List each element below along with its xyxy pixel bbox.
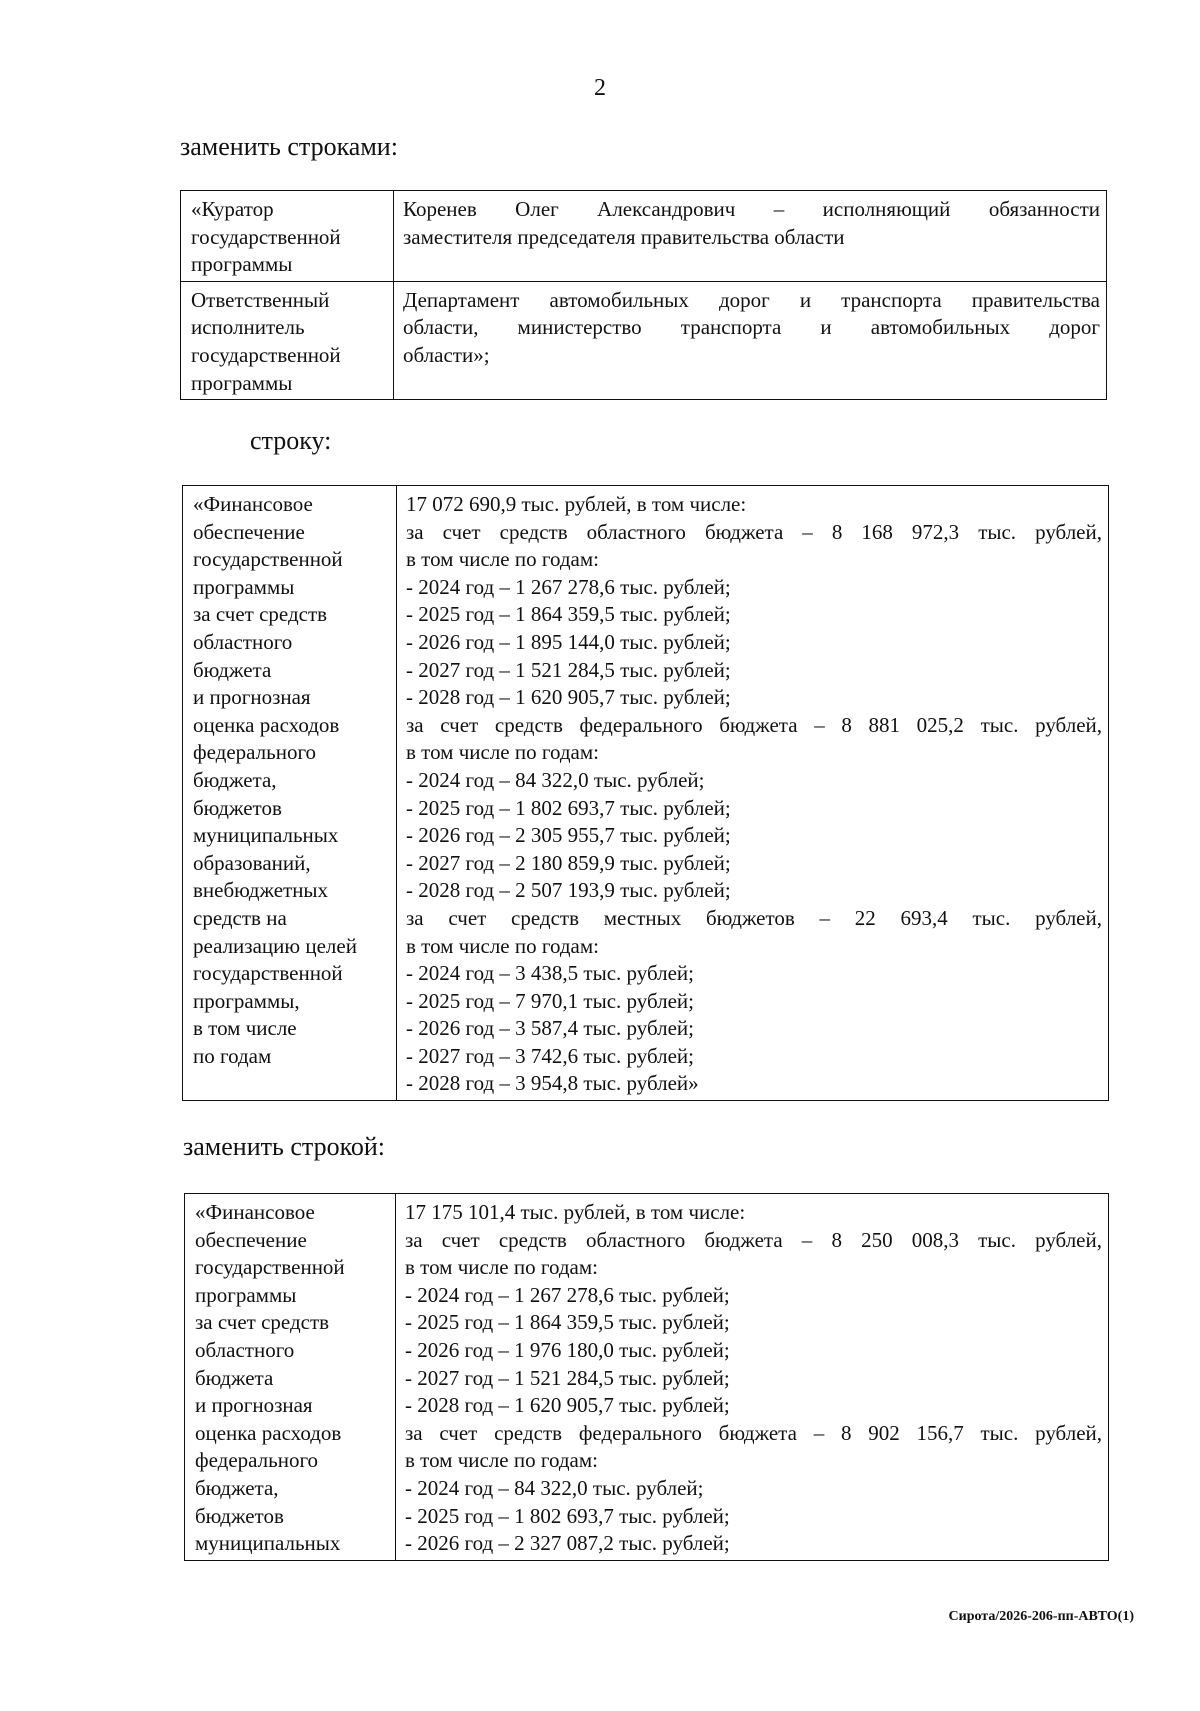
label-line: государственной: [193, 961, 343, 986]
label-line: бюджетов: [193, 795, 282, 820]
label-line: исполнитель: [191, 315, 305, 340]
value-cell: [394, 281, 1107, 399]
table-curator-executor: [180, 190, 1107, 400]
value-line: в том числе по годам:: [406, 547, 599, 572]
label-line: внебюджетных: [193, 878, 329, 903]
value-line: области»;: [403, 342, 490, 367]
label-line: обеспечение: [195, 1227, 307, 1252]
label-line: «Финансовое: [195, 1200, 315, 1224]
value-line: - 2024 год – 84 322,0 тыс. рублей;: [406, 767, 705, 792]
value-line: - 2027 год – 3 742,6 тыс. рублей;: [406, 1043, 695, 1068]
table-row: [181, 191, 1107, 282]
value-line: Департамент автомобильных дорог и транспорта правительства: [403, 287, 1100, 312]
value-line: области, министерство транспорта и автомобильных дорог: [403, 315, 1100, 340]
label-line: государственной: [195, 1255, 345, 1280]
value-line: за счет средств областного бюджета – 8 168 972,3 тыс. рублей,: [406, 519, 1102, 544]
value-line: - 2025 год – 1 864 359,5 тыс. рублей;: [405, 1310, 730, 1335]
label-line: за счет средств: [195, 1310, 330, 1335]
label-line: реализацию целей: [193, 933, 357, 958]
label-line: программы: [191, 370, 293, 395]
label-line: программы: [195, 1282, 297, 1307]
value-line: - 2027 год – 2 180 859,9 тыс. рублей;: [406, 850, 731, 875]
label-line: бюджета,: [193, 767, 277, 792]
label-line: оценка расходов: [195, 1420, 342, 1445]
label-line: федерального: [193, 740, 317, 765]
value-cell: [394, 191, 1107, 282]
label-line: образований,: [193, 850, 311, 875]
label-line: и прогнозная: [193, 685, 311, 710]
value-cell: [396, 1194, 1109, 1561]
value-line: - 2024 год – 84 322,0 тыс. рублей;: [405, 1475, 704, 1500]
table-row: [181, 281, 1107, 399]
label-line: бюджета: [193, 657, 272, 682]
label-line: «Куратор: [191, 197, 274, 221]
label-line: программы,: [193, 988, 300, 1013]
value-line: - 2024 год – 3 438,5 тыс. рублей;: [406, 961, 695, 986]
value-line: - 2025 год – 1 864 359,5 тыс. рублей;: [406, 602, 731, 627]
table-financing-old: [182, 485, 1109, 1101]
value-line: - 2025 год – 1 802 693,7 тыс. рублей;: [405, 1503, 730, 1528]
label-line: по годам: [193, 1043, 272, 1068]
label-line: обеспечение: [193, 519, 305, 544]
value-line: в том числе по годам:: [406, 933, 599, 958]
table-row: [183, 486, 1109, 1101]
value-line: за счет средств федерального бюджета – 8 881 025,2 тыс. рублей,: [406, 712, 1102, 737]
label-line: в том числе: [193, 1016, 297, 1041]
label-line: «Финансовое: [193, 492, 313, 516]
label-line: областного: [195, 1337, 295, 1362]
label-line: бюджетов: [195, 1503, 284, 1528]
table-row: [185, 1194, 1109, 1561]
label-line: государственной: [193, 547, 343, 572]
value-line: - 2025 год – 7 970,1 тыс. рублей;: [406, 988, 695, 1013]
value-line: 17 072 690,9 тыс. рублей, в том числе:: [406, 492, 747, 516]
label-cell: [181, 281, 394, 399]
value-line: - 2026 год – 2 327 087,2 тыс. рублей;: [405, 1531, 730, 1556]
value-line: - 2026 год – 2 305 955,7 тыс. рублей;: [406, 823, 731, 848]
value-line: - 2028 год – 3 954,8 тыс. рублей»: [406, 1071, 699, 1096]
label-line: областного: [193, 629, 293, 654]
value-line: 17 175 101,4 тыс. рублей, в том числе:: [405, 1200, 746, 1224]
label-line: программы: [193, 574, 295, 599]
label-line: бюджета,: [195, 1475, 279, 1500]
value-line: - 2024 год – 1 267 278,6 тыс. рублей;: [405, 1282, 730, 1307]
value-line: за счет средств федерального бюджета – 8 902 156,7 тыс. рублей,: [405, 1420, 1102, 1445]
label-line: программы: [191, 252, 293, 277]
value-line: заместителя председателя правительства области: [403, 224, 845, 249]
value-line: - 2028 год – 1 620 905,7 тыс. рублей;: [405, 1393, 730, 1418]
heading-replace-row: заменить строкой:: [183, 1132, 386, 1161]
value-line: - 2024 год – 1 267 278,6 тыс. рублей;: [406, 574, 731, 599]
value-line: - 2028 год – 1 620 905,7 тыс. рублей;: [406, 685, 731, 710]
value-line: - 2026 год – 3 587,4 тыс. рублей;: [406, 1016, 695, 1041]
value-line: - 2027 год – 1 521 284,5 тыс. рублей;: [406, 657, 731, 682]
label-line: Ответственный: [191, 287, 330, 312]
label-cell: [185, 1194, 396, 1561]
value-line: - 2028 год – 2 507 193,9 тыс. рублей;: [406, 878, 731, 903]
label-line: муниципальных: [195, 1531, 341, 1556]
label-cell: [181, 191, 394, 282]
label-line: бюджета: [195, 1365, 274, 1390]
value-line: в том числе по годам:: [406, 740, 599, 765]
value-cell: [397, 486, 1109, 1101]
label-line: государственной: [191, 342, 341, 367]
value-line: за счет средств областного бюджета – 8 250 008,3 тыс. рублей,: [405, 1227, 1102, 1252]
label-line: муниципальных: [193, 823, 339, 848]
page-number: 2: [594, 75, 606, 101]
label-line: и прогнозная: [195, 1393, 313, 1418]
heading-row: строку:: [250, 426, 332, 455]
value-line: - 2025 год – 1 802 693,7 тыс. рублей;: [406, 795, 731, 820]
table-financing-new: [184, 1193, 1109, 1561]
label-cell: [183, 486, 397, 1101]
heading-replace-rows: заменить строками:: [180, 132, 398, 161]
label-line: за счет средств: [193, 602, 328, 627]
value-line: - 2026 год – 1 895 144,0 тыс. рублей;: [406, 629, 731, 654]
value-line: - 2026 год – 1 976 180,0 тыс. рублей;: [405, 1337, 730, 1362]
label-line: государственной: [191, 224, 341, 249]
value-line: в том числе по годам:: [405, 1448, 598, 1473]
label-line: средств на: [193, 905, 287, 930]
document-code: Сирота/2026-206-пп-АВТО(1): [948, 1609, 1134, 1624]
label-line: федерального: [195, 1448, 319, 1473]
value-line: за счет средств местных бюджетов – 22 693,4 тыс. рублей,: [406, 905, 1102, 930]
label-line: оценка расходов: [193, 712, 340, 737]
value-line: - 2027 год – 1 521 284,5 тыс. рублей;: [405, 1365, 730, 1390]
value-line: Коренев Олег Александрович – исполняющий обязанности: [403, 197, 1100, 221]
value-line: в том числе по годам:: [405, 1255, 598, 1280]
